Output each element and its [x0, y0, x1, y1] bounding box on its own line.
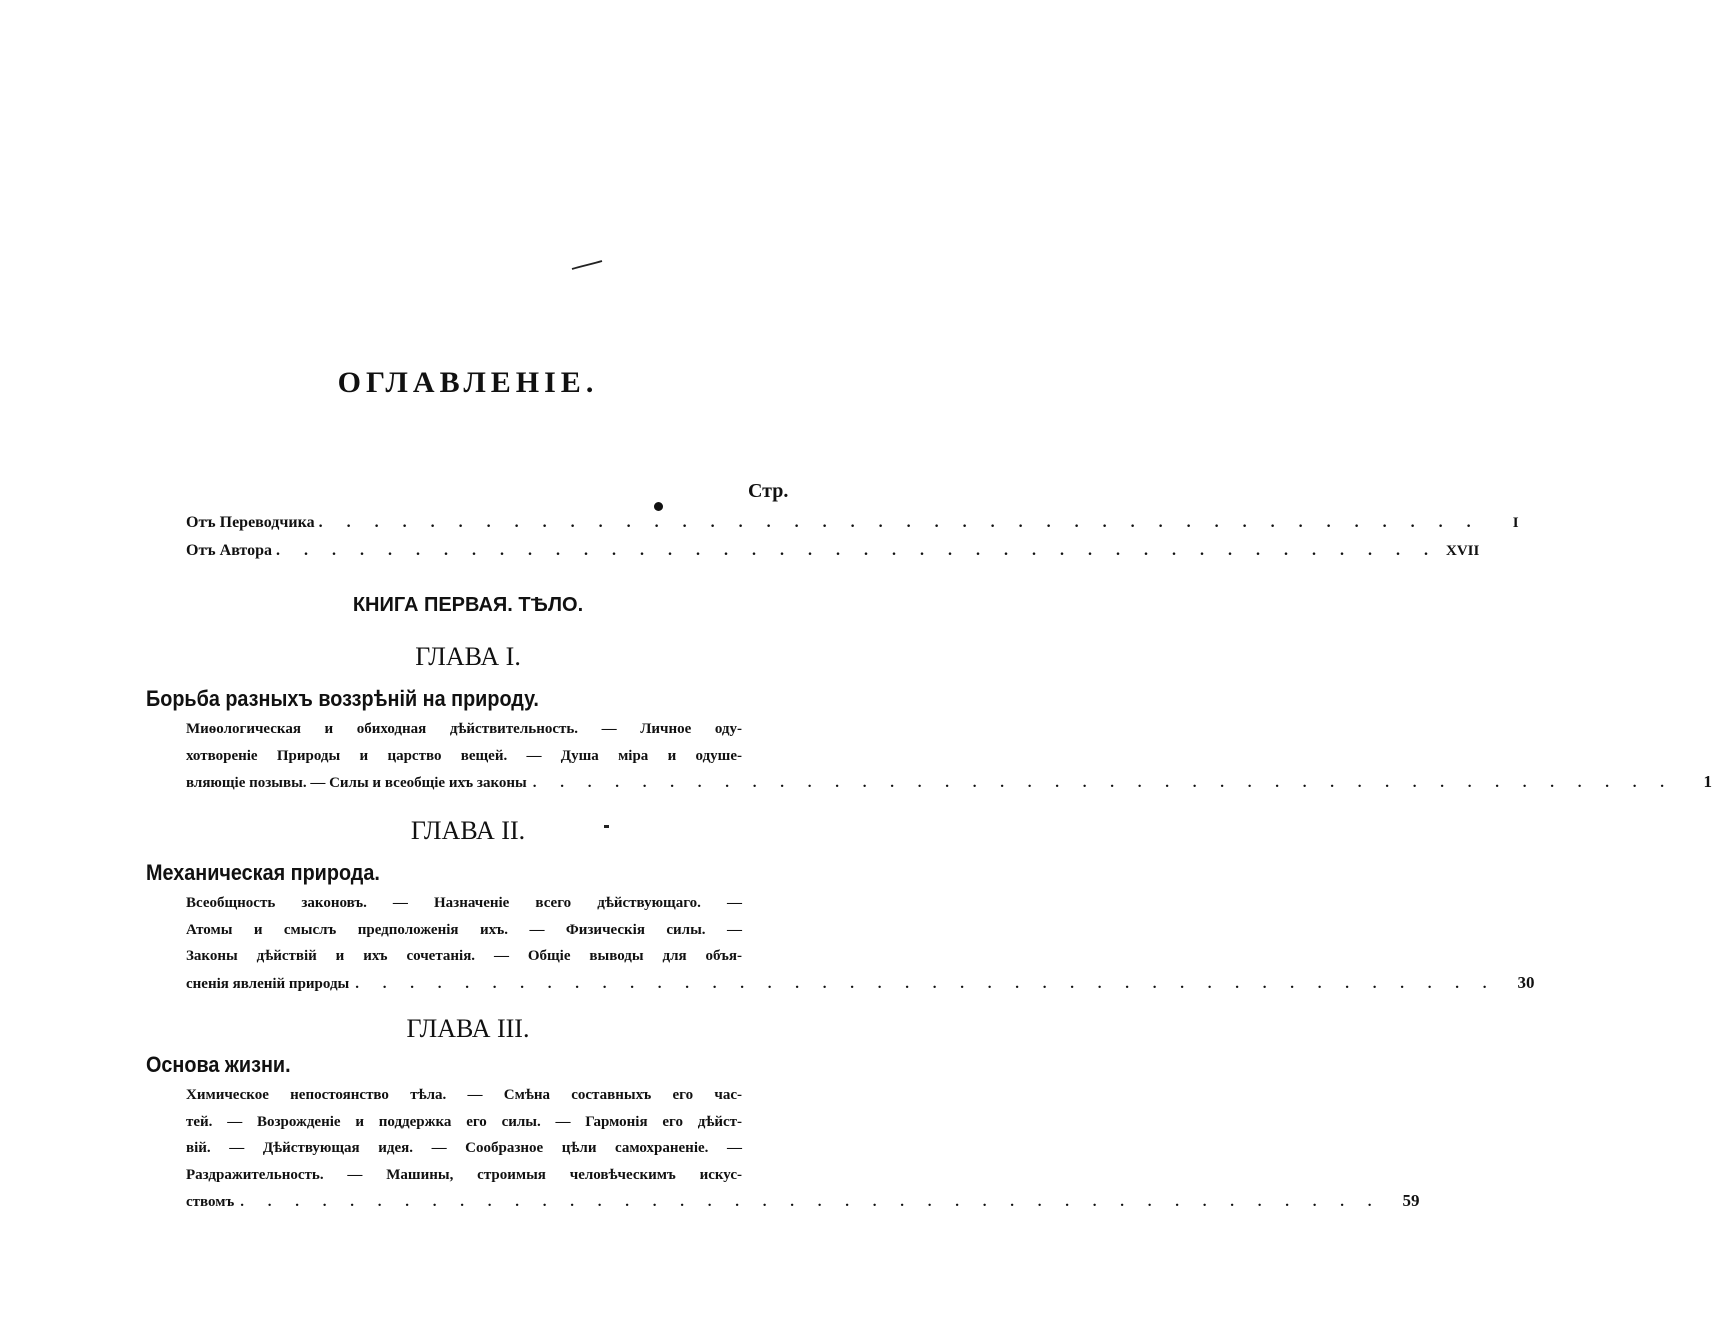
summary-last-line	[186, 769, 1712, 797]
summary-line: ствомъ	[186, 1194, 235, 1210]
leader-dots: . . . . . . . . . . . . . . . . . . . . . . . . . . . . . . . . . . . . . . . . . .	[240, 1194, 1382, 1210]
summary-line: вій. — Дѣйствующая идея. — Сообразное цѣли самохраненіе. —	[186, 1140, 742, 1156]
summary-line: тей. — Возрожденіе и поддержка его силы. — Гармонія его дѣйст-	[186, 1113, 742, 1130]
summary-line: Миѳологическая и обиходная дѣйствительность. — Личное оду-	[186, 721, 742, 737]
book-heading: КНИГА ПЕРВАЯ. ТѢЛО.	[352, 594, 584, 616]
toc-entry-translator[interactable]	[186, 514, 1519, 536]
page-title: ОГЛАВЛЕНІЕ.	[337, 366, 599, 399]
toc-entry-author[interactable]	[186, 542, 1480, 564]
toc-entry-label: Отъ Переводчика	[186, 514, 315, 531]
chapter-title-1[interactable]: Борьба разныхъ воззрѣній на природу.	[146, 686, 539, 711]
chapter-summary-1	[186, 716, 1712, 797]
summary-last-line	[186, 1188, 1420, 1216]
leader-dots: . . . . . . . . . . . . . . . . . . . . . . . . . . . . . . . . . . . . . . . . . .	[275, 542, 1438, 559]
toc-entry-label: Отъ Автора	[186, 542, 272, 559]
summary-line: Атомы и смыслъ предположенія ихъ. — Физическія силы. —	[186, 921, 742, 938]
ink-dot	[654, 502, 663, 511]
pen-stroke-mark	[570, 258, 604, 272]
chapter-summary-2	[186, 890, 1535, 997]
chapter-summary-3	[186, 1082, 1420, 1216]
chapter-heading-2: ГЛАВА II.	[410, 816, 526, 845]
toc-entry-page: XVII	[1445, 543, 1480, 559]
summary-line: Всеобщность законовъ. — Назначеніе всего дѣйствующаго. —	[186, 895, 742, 911]
leader-dots: . . . . . . . . . . . . . . . . . . . . . . . . . . . . . . . . . . . . . . . . . .	[355, 975, 1497, 992]
summary-line: хотвореніе Природы и царство вещей. — Душа міра и одуше-	[186, 747, 742, 764]
chapter-heading-1: ГЛАВА I.	[415, 642, 521, 671]
chapter-page-number: 59	[1402, 1191, 1420, 1210]
toc-entry-page: I	[1512, 515, 1519, 531]
chapter-title-3[interactable]: Основа жизни.	[146, 1052, 291, 1077]
chapter-page-number: 30	[1517, 972, 1535, 992]
summary-line: вляющіе позывы. — Силы и всеобщіе ихъ законы	[186, 775, 527, 791]
chapter-page-number: 1	[1703, 772, 1712, 791]
chapter-title-2[interactable]: Механическая природа.	[146, 860, 380, 885]
chapter-heading-3: ГЛАВА III.	[406, 1014, 530, 1043]
leader-dots: . . . . . . . . . . . . . . . . . . . . . . . . . . . . . . . . . . . . . . . . . .	[532, 775, 1674, 791]
summary-line: Химическое непостоянство тѣла. — Смѣна составныхъ его час-	[186, 1087, 742, 1103]
leader-dots: . . . . . . . . . . . . . . . . . . . . . . . . . . . . . . . . . . . . . . . . . .	[318, 514, 1481, 531]
summary-line: Законы дѣйствій и ихъ сочетанія. — Общіе выводы для объя-	[186, 948, 742, 964]
summary-last-line	[186, 970, 1535, 998]
summary-line: Раздражительность. — Машины, строимыя человѣческимъ искус-	[186, 1166, 742, 1183]
page-column-label: Стр.	[748, 480, 789, 502]
summary-line: сненія явленій природы	[186, 975, 350, 992]
